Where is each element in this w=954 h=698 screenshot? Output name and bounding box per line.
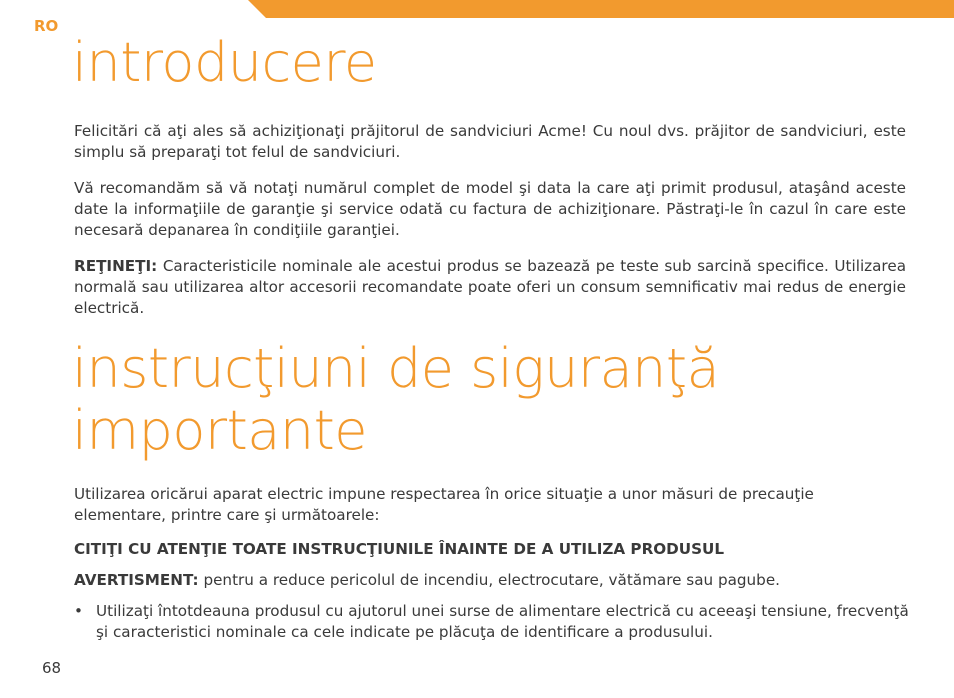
warning-label: AVERTISMENT: <box>74 571 199 589</box>
section-title-safety: instrucţiuni de siguranţă importante <box>72 337 720 462</box>
intro-paragraph-1: Felicitări că aţi ales să achiziţionaţi prăjitorul de sandviciuri Acme! Cu noul dvs. prăjitor de sandviciuri, este simplu să preparaţi tot felul de sandviciuri. <box>74 122 906 161</box>
note-paragraph <box>74 256 906 319</box>
bullet-icon: • <box>74 602 83 620</box>
warning-paragraph <box>74 570 906 591</box>
note-label: REŢINEŢI: <box>74 257 158 275</box>
language-code: RO <box>34 17 59 35</box>
safety-intro-paragraph: Utilizarea oricărui aparat electric impune respectarea în orice situaţie a unor măsuri de precauţie elementare, printre care şi următoarele: <box>74 485 814 524</box>
warning-text: pentru a reduce pericolul de incendiu, electrocutare, vătămare sau pagube. <box>198 571 780 589</box>
intro-paragraph-2: Vă recomandăm să vă notaţi numărul complet de model şi data la care aţi primit produsul, ataşând aceste date la informaţiile de garanţie şi service odată cu factura de achiziţionare. Păstraţi-le în cazul în care este necesară depanarea în condiţiile garanţiei. <box>74 179 906 239</box>
bullet-list-item <box>74 601 914 643</box>
section-title-introduction: introducere <box>72 31 377 94</box>
header-accent-bar <box>248 0 954 18</box>
page-number: 68 <box>42 659 62 677</box>
read-instructions-heading: CITIŢI CU ATENŢIE TOATE INSTRUCŢIUNILE ÎNAINTE DE A UTILIZA PRODUSUL <box>74 540 725 558</box>
bullet-text: Utilizaţi întotdeauna produsul cu ajutorul unei surse de alimentare electrică cu aceeaşi tensiune, frecvenţă şi caracteristici nominale ca cele indicate pe plăcuţa de identificare a produsului. <box>96 602 909 641</box>
note-text: Caracteristicile nominale ale acestui produs se bazează pe teste sub sarcină specifice. Utilizarea normală sau utilizarea altor accesorii recomandate poate oferi un consum semnificativ mai redus de energie electrică. <box>74 257 906 317</box>
